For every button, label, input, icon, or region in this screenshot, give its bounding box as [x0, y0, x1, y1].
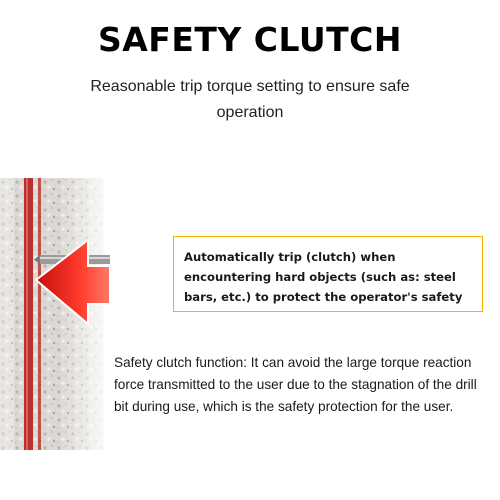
clutch-illustration: [0, 178, 110, 450]
page-subtitle: Reasonable trip torque setting to ensure safe operation: [90, 78, 410, 121]
page-title: SAFETY CLUTCH: [98, 20, 402, 59]
rebar-icon: [24, 178, 41, 450]
callout-text: Automatically trip (clutch) when encountering hard objects (such as: steel bars, etc.) to protect the operator's safety: [184, 250, 463, 304]
callout-box: [173, 236, 483, 312]
concrete-wall-icon: [0, 178, 110, 450]
feature-description: Safety clutch function: It can avoid the large torque reaction force transmitted to the user due to the stagnation of the drill bit during use, which is the safety protection for the user.: [114, 355, 477, 414]
